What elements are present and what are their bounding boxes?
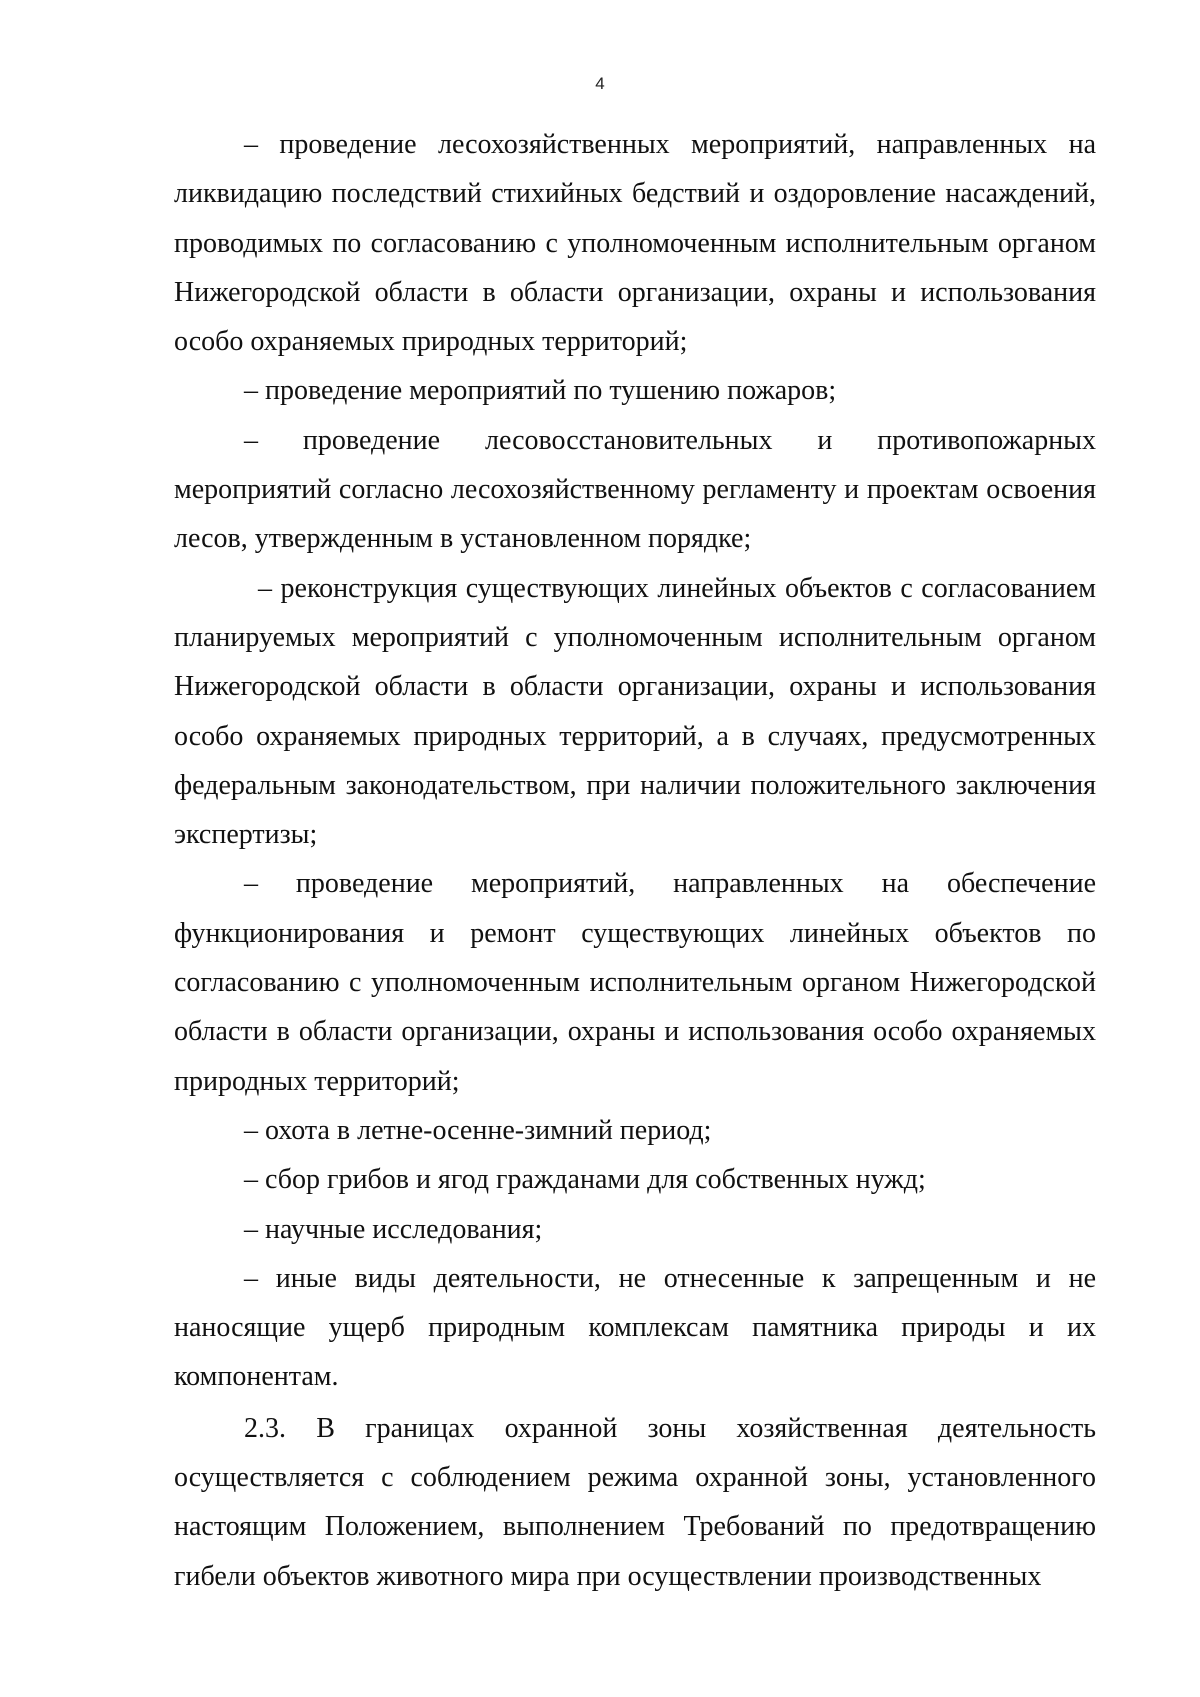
paragraph-reconstruction: – реконструкция существующих линейных объектов с согласованием планируемых мероприятий с уполномоченным исполнительным органом Нижегородской области в области организации, охраны и использования особо охраняемых природных территорий, а в случаях, предусмотренных федеральным законодательством, при наличии положительного заключения экспертизы; [174, 572, 1096, 851]
document-body [174, 120, 1096, 1601]
paragraph-fire-fighting: – проведение мероприятий по тушению пожаров; [244, 375, 837, 407]
paragraph-other-activities: – иные виды деятельности, не отнесенные к запрещенным и не наносящие ущерб природным комплексам памятника природы и их компонентам. [174, 1262, 1096, 1393]
paragraph-mushrooms-berries: – сбор грибов и ягод гражданами для собственных нужд; [244, 1164, 926, 1196]
page-number: 4 [595, 74, 605, 93]
paragraph-research: – научные исследования; [244, 1213, 543, 1245]
paragraph-section-2-3: 2.3. В границах охранной зоны хозяйственная деятельность осуществляется с соблюдением режима охранной зоны, установленного настоящим Положением, выполнением Требований по предотвращению гибели объектов животного мира при осуществлении производственных [174, 1412, 1096, 1592]
paragraph-forestry-measures: – проведение лесохозяйственных мероприятий, направленных на ликвидацию последствий стихийных бедствий и оздоровление насаждений, проводимых по согласованию с уполномоченным исполнительным органом Нижегородской области в области организации, охраны и использования особо охраняемых природных территорий; [174, 129, 1096, 358]
paragraph-linear-objects: – проведение мероприятий, направленных на обеспечение функционирования и ремонт существующих линейных объектов по согласованию с уполномоченным исполнительным органом Нижегородской области в области организации, охраны и использования особо охраняемых природных территорий; [174, 868, 1096, 1097]
paragraph-reforestation: – проведение лесовосстановительных и противопожарных мероприятий согласно лесохозяйственному регламенту и проектам освоения лесов, утвержденным в установленном порядке; [174, 424, 1096, 555]
paragraph-hunting: – охота в летне-осенне-зимний период; [244, 1114, 712, 1146]
